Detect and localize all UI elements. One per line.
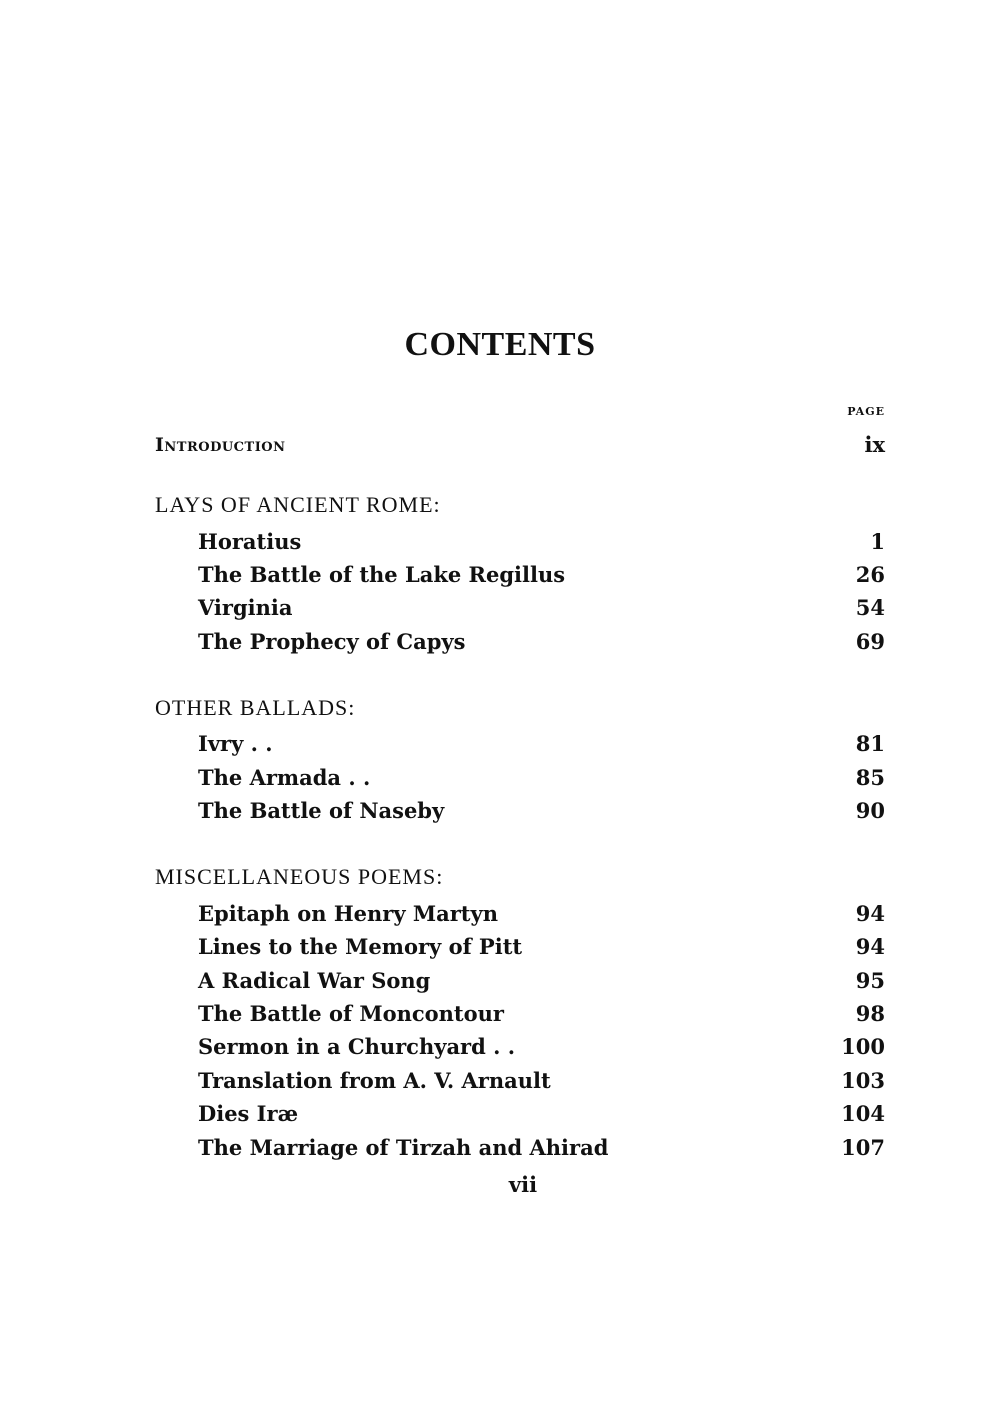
toc-entry — [0, 932, 1000, 962]
toc-entry-page: 1 — [870, 529, 885, 554]
toc-entry-page: 100 — [841, 1034, 885, 1059]
toc-entry — [0, 899, 1000, 929]
toc-entry-page: 98 — [855, 1001, 885, 1026]
toc-entry-page: 69 — [855, 629, 885, 654]
toc-entry-page: 103 — [841, 1068, 885, 1093]
toc-entry-title: Horatius — [198, 529, 302, 554]
toc-entry — [0, 560, 1000, 590]
page-folio: vii — [508, 1172, 538, 1197]
toc-entry-page: 94 — [855, 901, 885, 926]
section-heading-lays: LAYS OF ANCIENT ROME: — [155, 492, 441, 517]
toc-entry-page: 95 — [855, 968, 885, 993]
toc-entry-title: The Battle of the Lake Regillus — [198, 562, 566, 587]
toc-entry-page: 104 — [841, 1101, 885, 1126]
toc-entry-title: The Battle of Naseby — [198, 798, 445, 823]
toc-entry-title: Introduction — [155, 434, 286, 456]
toc-entry-page: 107 — [841, 1135, 885, 1160]
toc-entry — [0, 966, 1000, 996]
toc-entry — [0, 999, 1000, 1029]
toc-entry-title: The Armada . . — [198, 765, 371, 790]
page-column-label: PAGE — [847, 405, 885, 418]
toc-entry-title: Dies Iræ — [198, 1101, 299, 1126]
toc-entry — [0, 1099, 1000, 1129]
toc-entry — [0, 1032, 1000, 1062]
toc-entry-title: The Prophecy of Capys — [198, 629, 466, 654]
toc-entry — [0, 593, 1000, 623]
toc-entry-introduction — [0, 430, 1000, 460]
toc-entry — [0, 527, 1000, 557]
toc-entry-title: Virginia — [198, 595, 293, 620]
toc-entry-title: Translation from A. V. Arnault — [198, 1068, 551, 1093]
section-heading-other-ballads: OTHER BALLADS: — [155, 695, 356, 720]
toc-entry-title: Ivry . . — [198, 731, 273, 756]
section-heading-miscellaneous: MISCELLANEOUS POEMS: — [155, 864, 444, 889]
toc-entry — [0, 763, 1000, 793]
toc-entry-page: 26 — [855, 562, 885, 587]
toc-entry-page: 81 — [855, 731, 885, 756]
toc-entry — [0, 729, 1000, 759]
toc-entry-title: The Marriage of Tirzah and Ahirad — [198, 1135, 609, 1160]
toc-entry-title: A Radical War Song — [198, 968, 431, 993]
toc-entry — [0, 1066, 1000, 1096]
toc-entry — [0, 1133, 1000, 1163]
toc-entry — [0, 796, 1000, 826]
toc-entry — [0, 627, 1000, 657]
toc-entry-title: Epitaph on Henry Martyn — [198, 901, 498, 926]
toc-entry-title: Lines to the Memory of Pitt — [198, 934, 523, 959]
toc-entry-page: 94 — [855, 934, 885, 959]
toc-entry-page: 54 — [855, 595, 885, 620]
toc-entry-page: 90 — [855, 798, 885, 823]
toc-entry-page: ix — [864, 432, 885, 457]
toc-entry-page: 85 — [855, 765, 885, 790]
toc-entry-title: Sermon in a Churchyard . . — [198, 1034, 516, 1059]
toc-entry-title: The Battle of Moncontour — [198, 1001, 504, 1026]
page-title: CONTENTS — [404, 326, 596, 363]
